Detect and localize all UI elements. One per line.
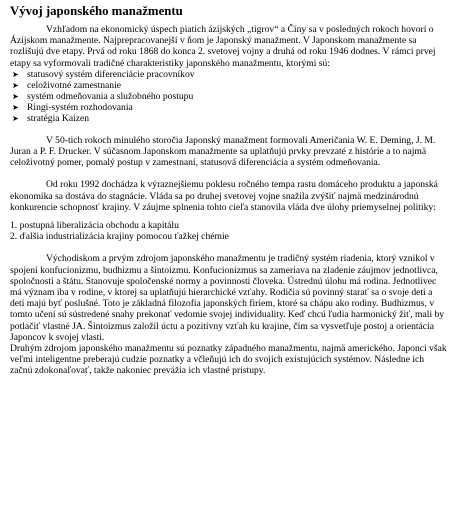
- second-source-paragraph: Druhým zdrojom japonského manažmentu sú poznatky západného manažmentu, najmä amerického. Japonci však veľmi inteligentne preberajú cudzie poznatky a včleňujú ich do svojich existujúcich systémov. Následne ich začnú zdokonaľovať, takže nakoniec prevážia ich vlastné prístupy.: [10, 343, 447, 377]
- list-item: [10, 102, 447, 113]
- intro-paragraph: Vzhľadom na ekonomický úspech piatich ázijských „tigrov“ a Číny sa v posledných rokoch hovorí o Ázijskom manažmente. Najprepracovanejší v ňom je Japonský manažment. V Japonskom manažmente sa rozlišujú dve etapy. Prvá od roku 1868 do konca 2. svetovej vojny a druhá od roku 1946 dodnes. V rámci prvej etapy sa vyformovali tradičné charakteristiky japonského manažmentu, ktorými sú:: [10, 24, 436, 69]
- paragraph-spacer: [10, 213, 447, 220]
- paragraph-spacer: [10, 242, 447, 253]
- list-item: [10, 69, 447, 80]
- list-item-text: celoživotné zamestnanie: [27, 79, 122, 91]
- characteristics-list: [10, 69, 447, 124]
- list-item: [10, 113, 447, 124]
- policy-tasks-list: [10, 220, 447, 242]
- document-title: Vývoj japonského manažmentu: [10, 4, 183, 18]
- list-item: [10, 91, 447, 102]
- arrow-bullet-icon: ➤: [12, 69, 19, 79]
- fifties-paragraph: V 50-tich rokoch minulého storočia Japonský manažment formovali Američania W. E. Deming, J. M. Juran a P. F. Drucker. V súčasnom Japonskom manažmente sa uplatňujú prvky prevzaté z histórie a to najmä celoživotný pomer, pomalý postup v zamestnaní, statusová diferenciácia a systém odmeňovania.: [10, 134, 436, 169]
- list-item: 2. ďalšia industrializácia krajiny pomocou ťažkej chémie: [10, 231, 229, 243]
- arrow-bullet-icon: ➤: [12, 102, 19, 112]
- list-item-text: systém odmeňovania a služobného postupu: [27, 90, 194, 102]
- nineties-paragraph: Od roku 1992 dochádza k výraznejšiemu poklesu ročného tempa rastu domáceho produktu a japonská ekonomika sa dostáva do stagnácie. Vláda sa po druhej svetovej vojne snažila zvýšiť najmä medzinárodnú konkurencie schopnosť krajiny. V záujme splnenia tohto cieľa stanovila vláda dve úlohy priemyselnej politiky:: [10, 179, 438, 213]
- arrow-bullet-icon: ➤: [12, 91, 19, 101]
- list-item: 1. postupná liberalizácia obchodu a kapitálu: [10, 220, 179, 232]
- list-item-text: Ringi-systém rozhodovania: [27, 101, 133, 113]
- tradition-paragraph: Východiskom a prvým zdrojom japonského manažmentu je tradičný systém riadenia, ktorý vznikol v spojení konfucionizmu, budhizmu a šintoizmu. Konfucionizmus sa zameriava na zladenie záujmov jednotlivca, spoločnosti a štátu. Stanovuje spoločenské normy a povinnosti človeka. Ústrednú úlohu má rodina. Jednotlivec má význam iba v rodine, v ktorej sa uplatňujú hierarchické vzťahy. Rodičia sú povinný starať sa o svoje deti a deti majú byť poslušné. Toto je základná filozofia japonských firiem, ktoré sa chápu ako rodiny. Budhizmus, v tomto učení sú sústredené snahy prekonať vedomie svojej individuality. Keď chcú ľudia harmonický žiť, mali by potlačiť vlastné JA. Šintoizmus založil úctu a pozitívny vzťah ku krajine, čím sa vysvetľuje postoj a orientácia Japoncov k svojej vlasti.: [10, 253, 445, 343]
- list-item-text: statusový systém diferenciácie pracovníkov: [27, 68, 195, 80]
- list-item-text: stratégia Kaizen: [27, 112, 90, 124]
- paragraph-spacer: [10, 168, 447, 179]
- list-item: [10, 80, 447, 91]
- arrow-bullet-icon: ➤: [12, 80, 19, 90]
- paragraph-spacer: [10, 124, 447, 135]
- arrow-bullet-icon: ➤: [12, 113, 19, 123]
